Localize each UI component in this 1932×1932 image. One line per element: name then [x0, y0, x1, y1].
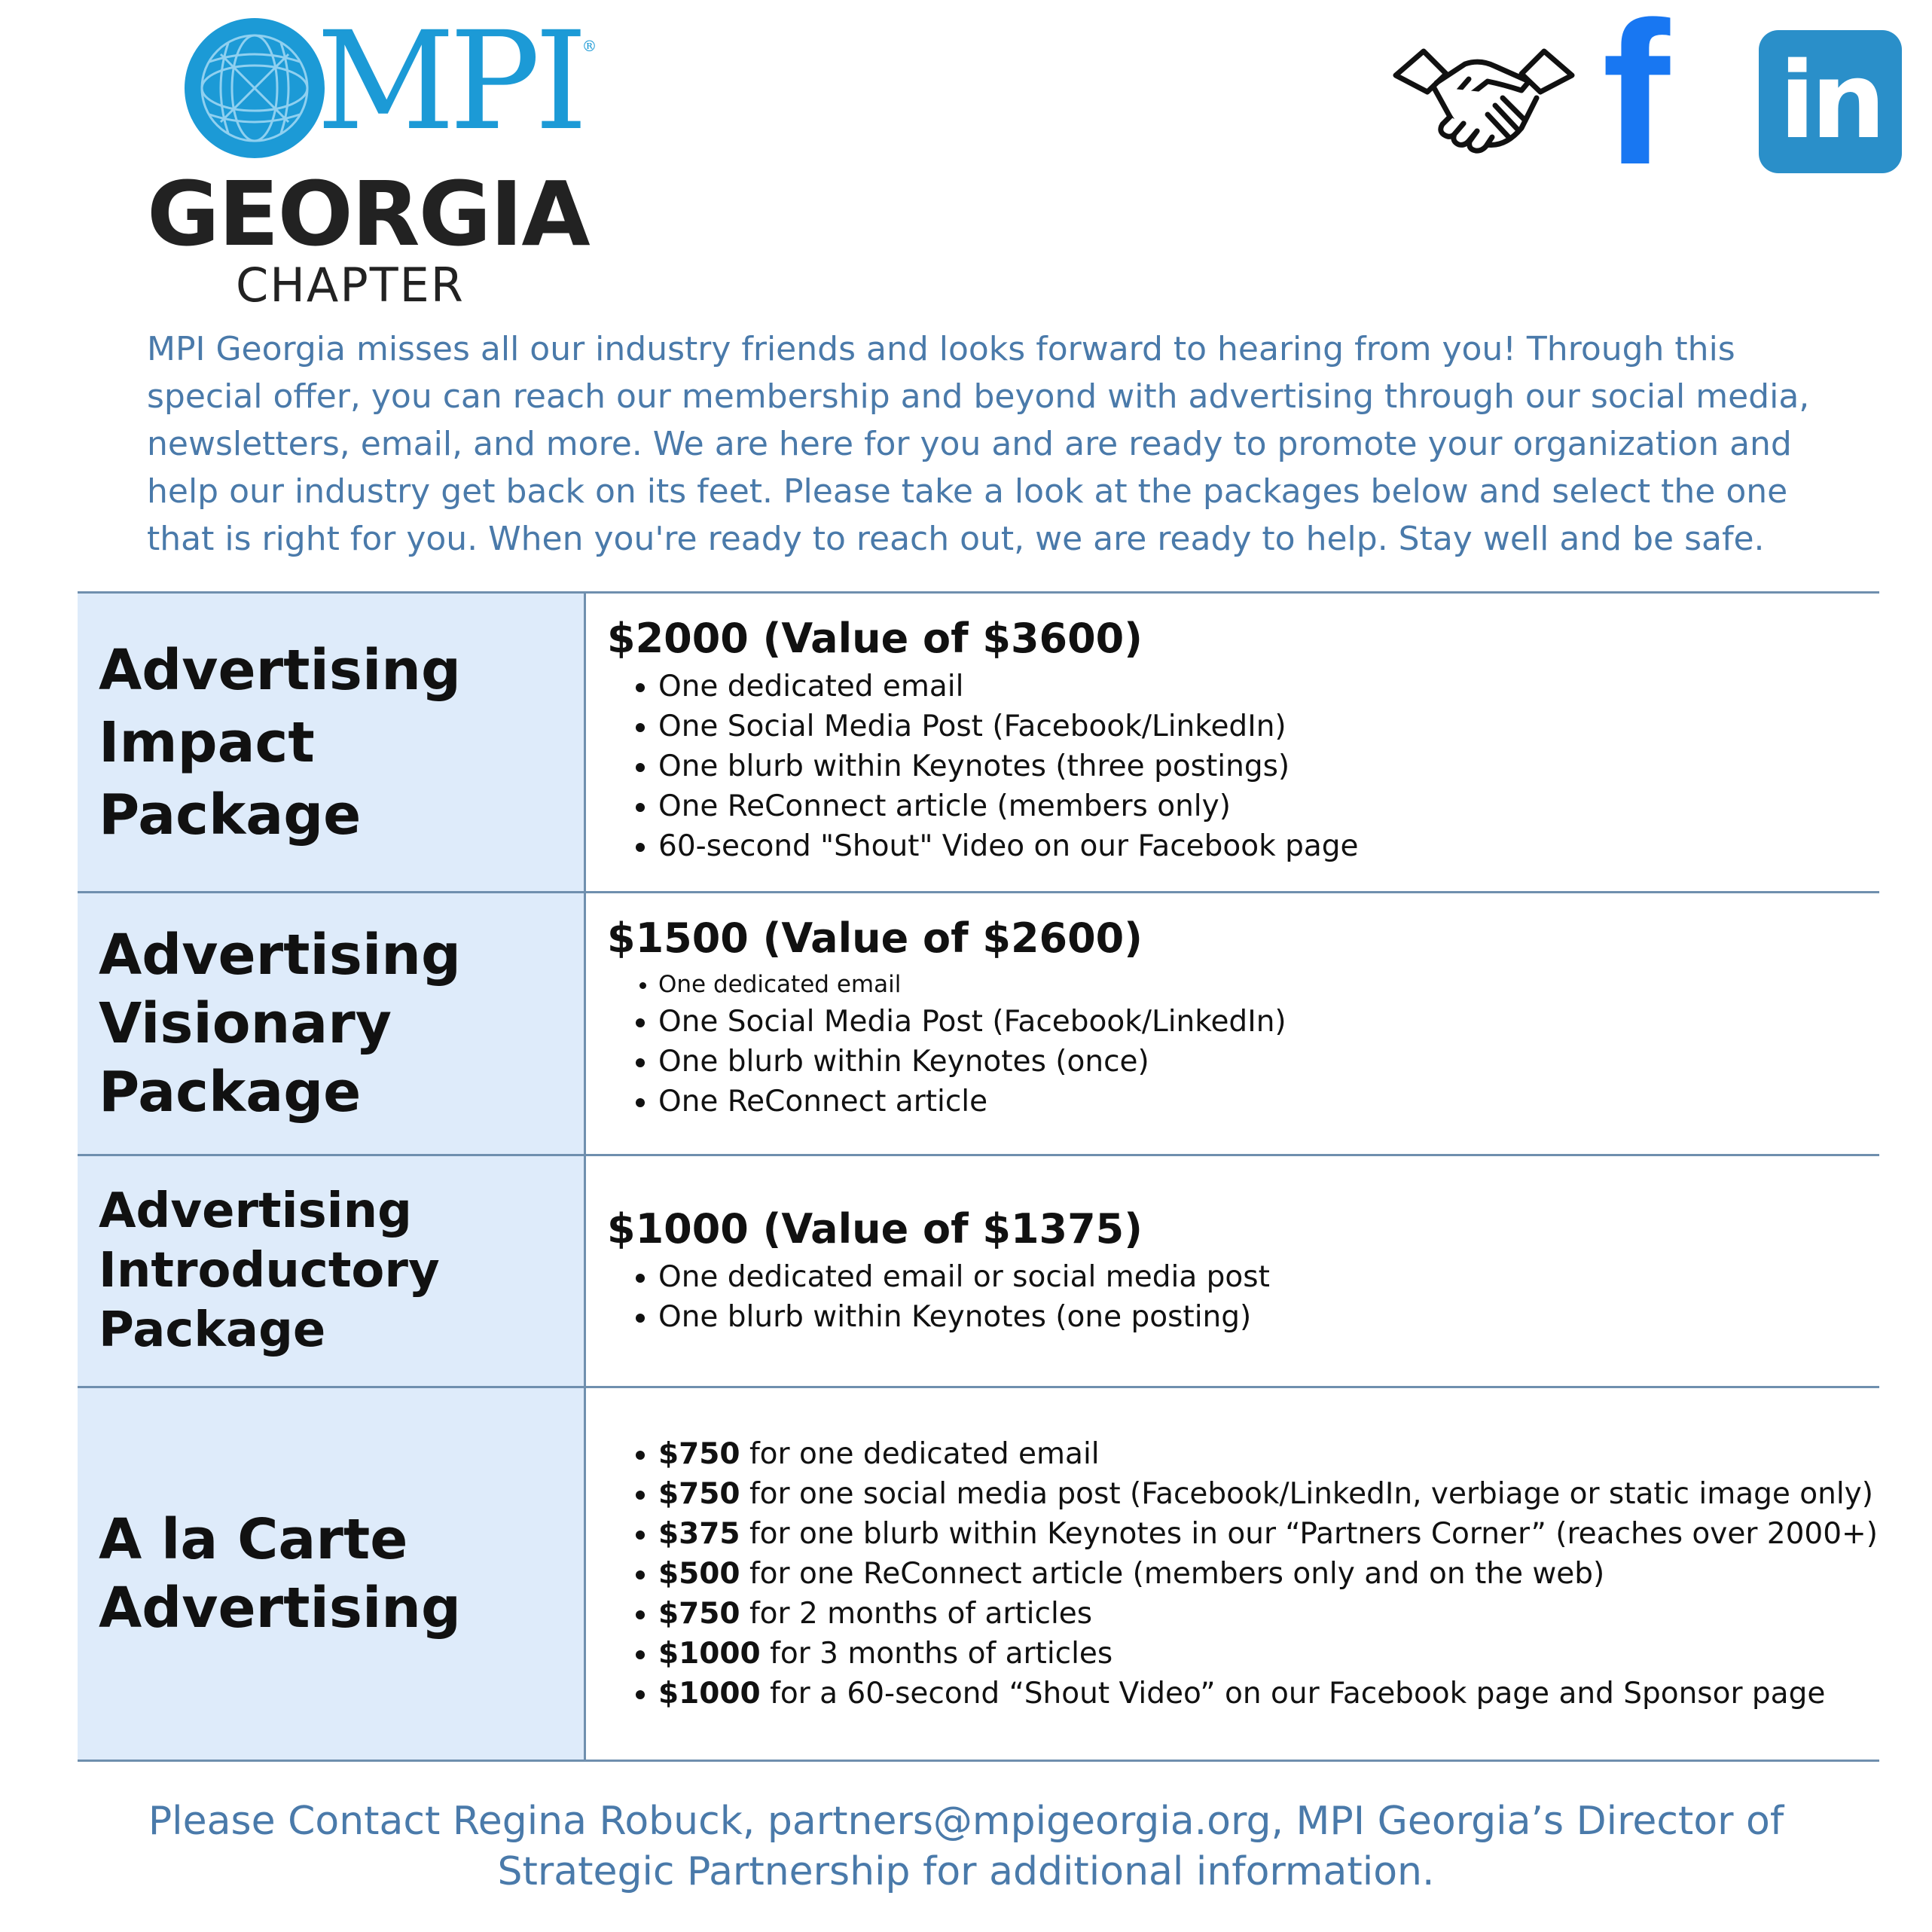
item-price: $375 — [658, 1517, 740, 1551]
package-item-list — [607, 667, 1879, 866]
package-row-visionary — [78, 893, 1879, 1156]
list-item: • One Social Media Post (Facebook/LinkedIn) — [658, 1002, 1879, 1042]
package-item-list — [607, 968, 1879, 1122]
packages-table — [78, 591, 1879, 1762]
item-price: $750 — [658, 1437, 740, 1471]
package-item-list — [607, 1257, 1879, 1337]
package-price: $2000 (Value of $3600) — [607, 615, 1143, 662]
list-item: • One blurb within Keynotes (three postings) — [658, 746, 1879, 786]
package-details-cell — [586, 1156, 1879, 1386]
package-price: $1000 (Value of $1375) — [607, 1205, 1143, 1253]
facebook-icon[interactable]: f — [1602, 0, 1670, 207]
list-item: • One Social Media Post (Facebook/LinkedIn) — [658, 707, 1879, 746]
item-text: for one dedicated email — [740, 1437, 1100, 1471]
package-name-cell — [78, 1388, 586, 1760]
social-icons — [1390, 0, 1902, 207]
item-text: for a 60-second “Shout Video” on our Facebook page and Sponsor page — [760, 1677, 1826, 1711]
list-item — [658, 1634, 1879, 1674]
package-name: Advertising Visionary Package — [99, 922, 461, 1125]
package-name-cell — [78, 1156, 586, 1386]
item-price: $750 — [658, 1477, 740, 1511]
list-item: • One ReConnect article (members only) — [658, 786, 1879, 826]
item-price: $750 — [658, 1597, 740, 1631]
package-row-introductory — [78, 1156, 1879, 1388]
list-item — [658, 1474, 1879, 1514]
list-item: • One blurb within Keynotes (one posting) — [658, 1297, 1879, 1337]
logo-mpi-text: MPI® — [316, 3, 591, 160]
item-price: $500 — [658, 1557, 740, 1591]
package-price: $1500 (Value of $2600) — [607, 914, 1143, 962]
list-item: • One dedicated email — [658, 968, 1879, 1002]
item-text: for one ReConnect article (members only and on the web) — [740, 1557, 1605, 1591]
list-item: • One blurb within Keynotes (once) — [658, 1042, 1879, 1082]
contact-line-1: Please Contact Regina Robuck, partners@mpigeorgia.org, MPI Georgia’s Director of — [148, 1799, 1784, 1844]
package-item-list — [607, 1434, 1879, 1714]
linkedin-icon[interactable]: in — [1759, 30, 1902, 173]
package-name: A la Carte Advertising — [99, 1506, 461, 1641]
logo-georgia-text: GEORGIA — [147, 162, 589, 266]
package-details-cell — [586, 594, 1879, 891]
list-item — [658, 1674, 1879, 1714]
item-text: for 3 months of articles — [760, 1637, 1113, 1671]
trademark-mark: ® — [581, 37, 591, 55]
package-details-cell — [586, 1388, 1879, 1760]
item-price: $1000 — [658, 1637, 761, 1671]
package-row-a-la-carte — [78, 1388, 1879, 1762]
handshake-icon — [1390, 45, 1578, 166]
list-item: • One dedicated email — [658, 667, 1879, 707]
package-name-cell — [78, 594, 586, 891]
package-details-cell — [586, 893, 1879, 1154]
list-item: • One ReConnect article — [658, 1082, 1879, 1122]
list-item — [658, 1594, 1879, 1634]
package-name-cell — [78, 893, 586, 1154]
contact-line-2: Strategic Partnership for additional information. — [497, 1849, 1435, 1894]
list-item: • One dedicated email or social media post — [658, 1257, 1879, 1297]
list-item — [658, 1514, 1879, 1554]
logo-chapter-text: CHAPTER — [236, 258, 465, 313]
list-item: • 60-second "Shout" Video on our Facebook page — [658, 826, 1879, 866]
mpi-georgia-logo — [147, 3, 591, 313]
item-text: for 2 months of articles — [740, 1597, 1093, 1631]
list-item — [658, 1554, 1879, 1594]
package-row-impact — [78, 594, 1879, 893]
item-text: for one blurb within Keynotes in our “Partners Corner” (reaches over 2000+) — [740, 1517, 1878, 1551]
package-name: Advertising Introductory Package — [99, 1183, 440, 1358]
package-name: Advertising Impact Package — [99, 637, 461, 847]
item-price: $1000 — [658, 1677, 761, 1711]
globe-icon — [183, 17, 326, 160]
intro-paragraph: MPI Georgia misses all our industry friends and looks forward to hearing from you! Through this special offer, you can reach our membership and beyond with advertising through our social media, newsletters, email, and more. We are here for you and are ready to promote your organization and help our industry get back on its feet. Please take a look at the packages below and select the one that is right for you. When you're ready to reach out, we are ready to help. Stay well and be safe. — [147, 330, 1810, 558]
list-item — [658, 1434, 1879, 1474]
item-text: for one social media post (Facebook/LinkedIn, verbiage or static image only) — [740, 1477, 1873, 1511]
contact-text — [0, 1796, 1932, 1897]
